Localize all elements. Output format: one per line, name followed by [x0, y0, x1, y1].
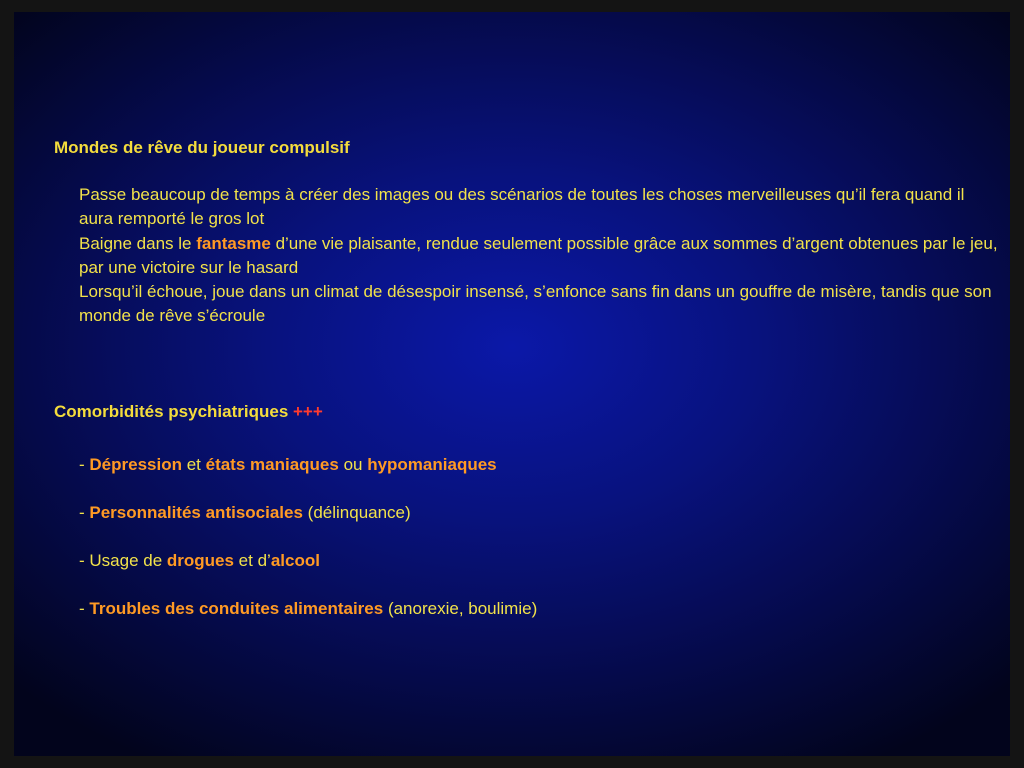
fantasy-emphasis: fantasme	[196, 233, 271, 253]
list-item-antisocial: - Personnalités antisociales (délinquance)	[79, 503, 411, 522]
comorbidities-list	[79, 453, 999, 645]
paragraph-fantasy: Baigne dans le fantasme d’une vie plaisante, rendue seulement possible grâce aux sommes d’argent obtenues par le jeu, par une victoire sur le hasard	[79, 233, 998, 277]
dream-worlds-text	[79, 183, 999, 329]
list-item-depression: - Dépression et états maniaques ou hypomaniaques	[79, 455, 497, 474]
plus-marker: +++	[293, 402, 323, 421]
list-item-substances: - Usage de drogues et d’alcool	[79, 551, 320, 570]
section-title-comorbidities: Comorbidités psychiatriques +++	[54, 402, 323, 421]
paragraph-images: Passe beaucoup de temps à créer des images ou des scénarios de toutes les choses merveilleuses qu’il fera quand il aura remporté le gros lot	[79, 185, 965, 229]
paragraph-despair: Lorsqu’il échoue, joue dans un climat de désespoir insensé, s’enfonce sans fin dans un gouffre de misère, tandis que son monde de rêve s’écroule	[79, 282, 992, 326]
slide	[14, 12, 1010, 756]
list-item-eating-disorders: - Troubles des conduites alimentaires (anorexie, boulimie)	[79, 599, 538, 618]
section-title-dream-worlds: Mondes de rêve du joueur compulsif	[54, 138, 350, 157]
